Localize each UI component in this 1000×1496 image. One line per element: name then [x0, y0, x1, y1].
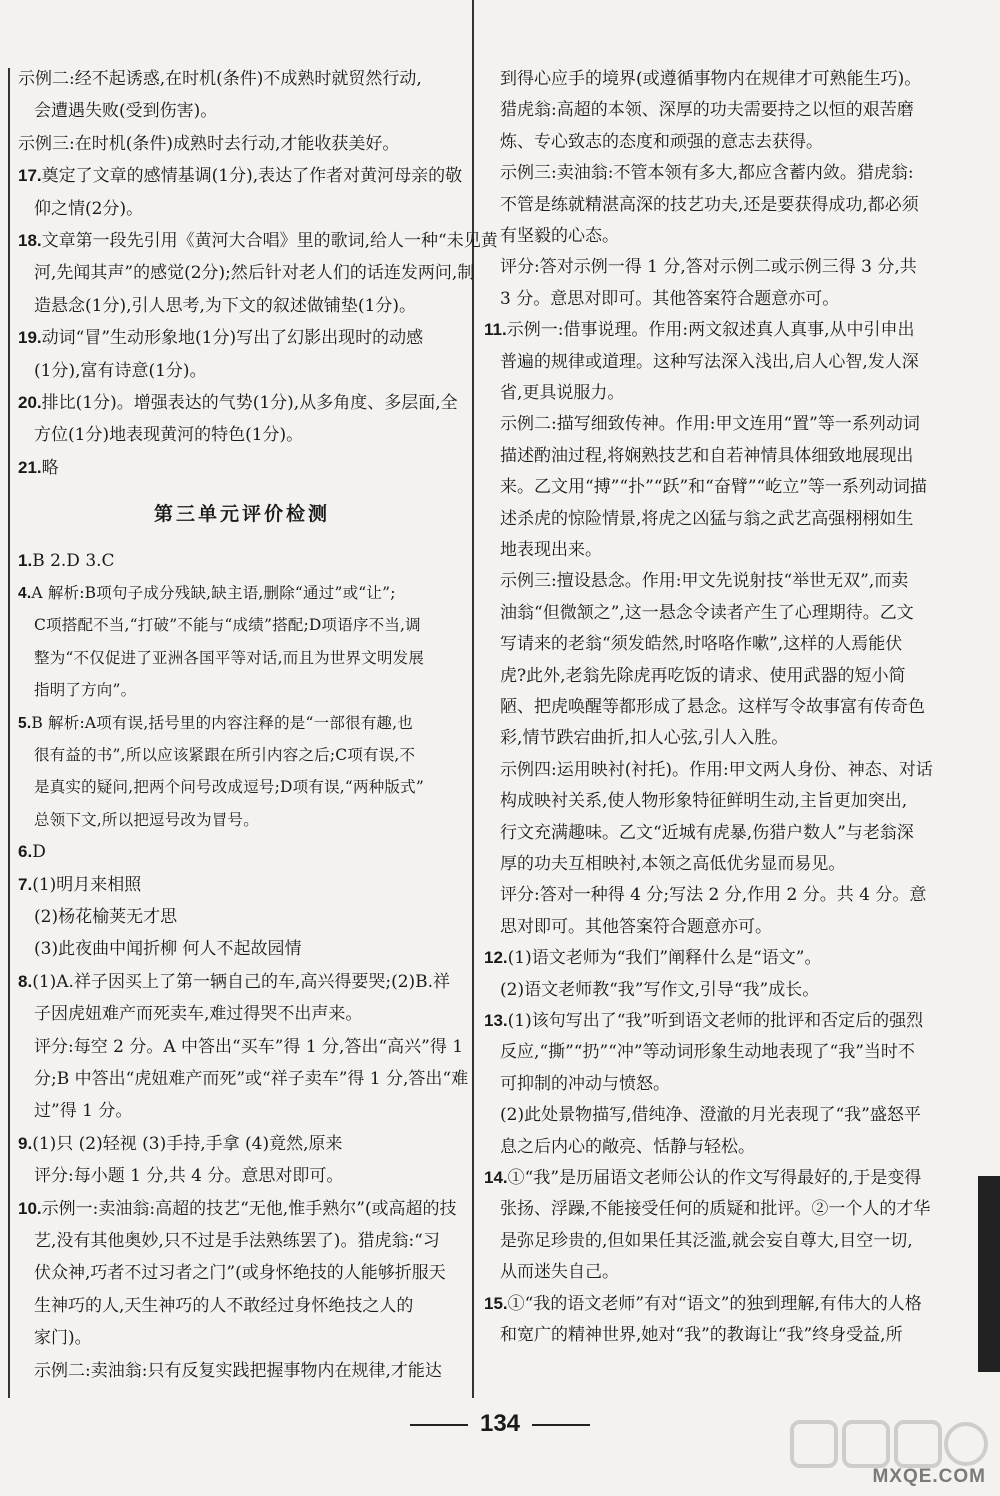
answer-item [18, 392, 458, 414]
answer-text: 示例二:描写细致传神。作用:甲文连用“置”等一系列动词 [500, 414, 920, 435]
answer-line [500, 508, 913, 530]
answer-item [18, 874, 141, 896]
answer-text: 示例二:经不起诱惑,在时机(条件)不成熟时就贸然行动, [18, 69, 422, 89]
answer-line [500, 413, 920, 435]
answer-line [34, 809, 259, 831]
answer-text: 张扬、浮躁,不能接受任何的质疑和批评。②一个人的才华 [500, 1199, 931, 1220]
question-number: 5. [18, 714, 32, 732]
answer-text: 指明了方向”。 [34, 681, 137, 700]
answer-line [34, 295, 416, 317]
answer-item [18, 550, 115, 572]
question-number: 8. [18, 971, 33, 991]
answer-text: 子因虎妞难产而死卖车,难过得哭不出声来。 [34, 1004, 363, 1025]
answer-text: 是真实的疑问,把两个问号改成逗号;D项有误,“两种版式” [34, 778, 424, 797]
answer-line [500, 727, 788, 749]
question-number: 20. [18, 393, 42, 412]
answer-line [500, 1041, 915, 1063]
answer-text: 和宽广的精神世界,她对“我”的教诲让“我”终身受益,所 [500, 1325, 903, 1345]
question-number: 6. [18, 842, 33, 862]
answer-text: 来。乙文用“搏”“扑”“跃”和“奋臂”“屹立”等一系列动词描 [500, 477, 927, 498]
answer-text: 示例一:借事说理。作用:两文叙述真人真事,从中引申出 [506, 320, 915, 341]
answer-line [500, 382, 624, 404]
answer-line [500, 570, 908, 592]
answer-line [500, 1104, 921, 1126]
answer-text: 方位(1分)地表现黄河的特色(1分)。 [34, 425, 304, 446]
answer-text: 示例二:卖油翁:只有反复实践把握事物内在规律,才能达 [34, 1360, 442, 1381]
answer-line [34, 1327, 92, 1349]
answer-line [34, 1100, 132, 1122]
question-number: 11. [484, 320, 507, 340]
answer-item [18, 582, 396, 604]
answer-text: (1)明月来相照 [32, 874, 142, 895]
answer-text: D [32, 842, 46, 863]
answer-text: 地表现出来。 [500, 540, 602, 560]
answer-text: 构成映衬关系,使人物形象特征鲜明生动,主旨更加突出, [500, 791, 908, 812]
answer-line [500, 162, 914, 184]
question-number: 10. [18, 1198, 42, 1218]
answer-line [500, 1136, 755, 1158]
answer-line [34, 776, 424, 798]
left-margin-rule [8, 68, 10, 1398]
answer-text: 炼、专心致志的态度和顽强的意志去获得。 [500, 131, 823, 152]
answer-text: 猎虎翁:高超的本领、深厚的功夫需要持之以恒的艰苦磨 [500, 100, 914, 121]
answer-text: 生神巧的人,天生神巧的人不敢经过身怀绝技之人的 [34, 1295, 414, 1316]
answer-line [500, 916, 772, 938]
answer-text: ①“我”是历届语文老师公认的作文写得最好的,于是变得 [507, 1168, 922, 1188]
answer-line [500, 131, 823, 153]
answer-text: C项搭配不当,“打破”不能与“成绩”搭配;D项语序不当,调 [34, 616, 421, 635]
answer-text: (1)语文老师为“我们”阐释什么是“语文”。 [507, 948, 822, 969]
answer-text: 略 [41, 457, 59, 478]
answer-text: 描述酌油过程,将娴熟技艺和自若神情具体细致地展现出 [500, 445, 914, 466]
answer-item [484, 947, 821, 969]
answer-item [18, 841, 46, 863]
answer-line [34, 744, 415, 766]
answer-line [34, 1295, 413, 1317]
answer-text: B 2.D 3.C [32, 550, 115, 571]
question-number: 17. [18, 166, 42, 186]
answer-text: 过”得 1 分。 [34, 1101, 133, 1122]
answer-line [500, 476, 927, 498]
question-number: 18. [18, 231, 42, 250]
answer-item [484, 1293, 922, 1315]
answer-line [34, 1165, 343, 1187]
answer-text: (2)杨花榆荚无才思 [34, 907, 178, 927]
answer-item [484, 319, 915, 341]
answer-text: (1)只 (2)轻视 (3)手持,手拿 (4)竟然,原来 [32, 1133, 343, 1154]
answer-text: 到得心应手的境界(或遵循事物内在规律才可熟能生巧)。 [500, 69, 922, 89]
answer-text: 评分:答对示例一得 1 分,答对示例二或示例三得 3 分,共 [500, 257, 917, 278]
side-thumb-tab [978, 1176, 1000, 1372]
answer-text: 可抑制的冲动与愤怒。 [500, 1073, 670, 1094]
answer-line [500, 696, 925, 718]
answer-text: 动词“冒”生动形象地(1分)写出了幻影出现时的动感 [41, 328, 424, 349]
answer-text: 评分:答对一种得 4 分;写法 2 分,作用 2 分。共 4 分。意 [500, 885, 927, 906]
page-number-dash-right [532, 1424, 590, 1426]
answer-line [500, 633, 902, 655]
answer-line [18, 68, 422, 90]
answer-line [34, 360, 207, 382]
answer-text: 家门)。 [34, 1328, 92, 1349]
answer-text: 彩,情节跌宕曲折,扣人心弦,引人入胜。 [500, 728, 789, 749]
answer-text: A 解析:B项句子成分残缺,缺主语,删除“通过”或“让”; [31, 584, 396, 602]
answer-line [500, 1324, 903, 1346]
answer-line [500, 288, 839, 310]
question-number: 12. [484, 948, 508, 968]
answer-line [34, 198, 143, 220]
answer-text: 艺,没有其他奥妙,只不过是手法熟练罢了)。猎虎翁:“习 [34, 1231, 440, 1251]
answer-line [500, 884, 926, 906]
answer-text: 奠定了文章的感情基调(1分),表达了作者对黄河母亲的敬 [41, 166, 463, 187]
answer-line [34, 1036, 463, 1058]
answer-line [500, 351, 919, 373]
question-number: 19. [18, 328, 42, 348]
answer-line [500, 1073, 670, 1095]
answer-line [500, 445, 913, 467]
answer-text: 伏众神,巧者不过习者之门”(或身怀绝技的人能够折服天 [34, 1263, 446, 1284]
answer-item [18, 712, 413, 734]
answer-line [34, 424, 303, 446]
answer-text: 厚的功夫互相映衬,本领之高低优劣显而易见。 [500, 854, 846, 874]
answer-text: 述杀虎的惊险情景,将虎之凶猛与翁之武艺高强栩栩如生 [500, 508, 914, 529]
answer-line [34, 1230, 440, 1252]
answer-line [500, 1198, 930, 1220]
answer-text: 行文充满趣味。乙文“近城有虎暴,伤猎户数人”与老翁深 [500, 822, 914, 843]
answer-line [34, 1360, 442, 1382]
answer-line [500, 790, 907, 812]
answer-text: 不管是练就精湛高深的技艺功夫,还是要获得成功,都必须 [500, 194, 919, 215]
answer-text: 仰之情(2分)。 [34, 198, 144, 219]
answer-line [500, 194, 919, 216]
answer-item [18, 165, 462, 187]
question-number: 4. [18, 585, 32, 602]
answer-text: 整为“不仅促进了亚洲各国平等对话,而且为世界文明发展 [34, 648, 425, 667]
answer-item [484, 1010, 923, 1032]
answer-text: 评分:每空 2 分。A 中答出“买车”得 1 分,答出“高兴”得 1 [34, 1036, 464, 1057]
answer-text: 有坚毅的心态。 [500, 226, 619, 246]
question-number: 21. [18, 457, 42, 477]
answer-item [18, 1133, 343, 1155]
answer-line [34, 906, 177, 928]
question-number: 15. [484, 1293, 508, 1313]
answer-text: B 解析:A项有误,括号里的内容注释的是“一部很有趣,也 [31, 713, 413, 732]
answer-text: 油翁“但微颔之”,这一悬念令读者产生了心理期待。乙文 [500, 602, 914, 623]
answer-line [34, 1003, 362, 1025]
question-number: 9. [18, 1133, 33, 1153]
answer-text: 陋、把虎唤醒等都形成了悬念。这样写令故事富有传奇色 [500, 697, 925, 717]
answer-text: 会遭遇失败(受到伤害)。 [34, 101, 218, 122]
column-divider [472, 0, 474, 1398]
answer-text: 总领下文,所以把逗号改为冒号。 [34, 810, 259, 829]
answer-line [500, 1261, 619, 1283]
section-title: 第三单元评价检测 [153, 503, 330, 526]
answer-text: 写请来的老翁“须发皓然,时咯咯作嗽”,这样的人焉能伏 [500, 634, 903, 655]
answer-line [34, 614, 421, 636]
page-number-dash-left [410, 1424, 468, 1426]
answer-line [500, 539, 602, 561]
answer-text: 很有益的书”,所以应该紧跟在所引内容之后;C项有误,不 [34, 746, 416, 764]
question-number: 13. [484, 1011, 508, 1030]
answer-line [500, 759, 933, 781]
question-number: 1. [18, 550, 33, 570]
answer-item [18, 1198, 457, 1220]
answer-text: (1分),富有诗意(1分)。 [34, 360, 207, 381]
answer-item [18, 971, 450, 993]
answer-text: 息之后内心的敞亮、恬静与轻松。 [500, 1136, 755, 1157]
answer-text: (1)该句写出了“我”听到语文老师的批评和否定后的强烈 [507, 1011, 924, 1031]
answer-item [18, 457, 59, 479]
answer-text: 示例四:运用映衬(衬托)。作用:甲文两人身份、神态、对话 [500, 759, 933, 780]
answer-line [500, 256, 917, 278]
answer-text: 评分:每小题 1 分,共 4 分。意思对即可。 [34, 1166, 344, 1187]
answer-text: 省,更具说服力。 [500, 383, 625, 403]
answer-text: 示例一:卖油翁:高超的技艺“无他,惟手熟尔”(或高超的技 [41, 1198, 457, 1219]
answer-text: 是弥足珍贵的,但如果任其泛滥,就会妄自尊大,目空一切, [500, 1230, 913, 1251]
answer-line [500, 1230, 913, 1252]
answer-text: 示例三:擅设悬念。作用:甲文先说射技“举世无双”,而卖 [500, 571, 909, 592]
question-number: 7. [18, 874, 33, 894]
watermark-url: MXQE.COM [872, 1466, 986, 1487]
page-number: 134 [479, 1410, 521, 1437]
answer-text: 示例三:在时机(条件)成熟时去行动,才能收获美好。 [18, 133, 400, 154]
answer-line [34, 1262, 446, 1284]
answer-line [34, 262, 474, 284]
answer-line [34, 100, 217, 122]
answer-text: 河,先闻其声”的感觉(2分);然后针对老人们的话连发两问,制 [34, 263, 475, 284]
answer-text: ①“我的语文老师”有对“语文”的独到理解,有伟大的人格 [507, 1293, 922, 1314]
answer-item [484, 1167, 921, 1189]
answer-text: 反应,“撕”“扔”“冲”等动词形象生动地表现了“我”当时不 [500, 1042, 915, 1063]
answer-line [34, 679, 136, 701]
answer-line [34, 938, 301, 960]
answer-text: 普遍的规律或道理。这种写法深入浅出,启人心智,发人深 [500, 351, 919, 372]
answer-text: (2)语文老师教“我”写作文,引导“我”成长。 [500, 979, 820, 1000]
answer-text: 思对即可。其他答案符合题意亦可。 [500, 916, 772, 937]
answer-line [500, 68, 921, 90]
answer-line [500, 853, 845, 875]
answer-line [34, 647, 424, 669]
answer-line [500, 979, 819, 1001]
answer-line [500, 602, 914, 624]
question-number: 14. [484, 1168, 508, 1187]
answer-text: 文章第一段先引用《黄河大合唱》里的歌词,给人一种“未见黄 [41, 231, 498, 251]
answer-line [18, 133, 399, 155]
answer-text: (3)此夜曲中闻折柳 何人不起故园情 [34, 939, 302, 960]
answer-text: (2)此处景物描写,借纯净、澄澈的月光表现了“我”盛怒平 [500, 1105, 921, 1126]
answer-text: 示例三:卖油翁:不管本领有多大,都应含蓄内敛。猎虎翁: [500, 163, 914, 184]
answer-line [500, 822, 914, 844]
answer-text: 分;B 中答出“虎妞难产而死”或“祥子卖车”得 1 分,答出“难 [34, 1069, 469, 1089]
answer-line [500, 99, 914, 121]
answer-text: 3 分。意思对即可。其他答案符合题意亦可。 [500, 288, 840, 309]
answer-item [18, 327, 423, 349]
answer-line [34, 1068, 468, 1090]
answer-line [500, 665, 906, 687]
answer-text: 造悬念(1分),引人思考,为下文的叙述做铺垫(1分)。 [34, 295, 416, 316]
answer-text: 虎?此外,老翁先除虎再吃饭的请求、使用武器的短小简 [500, 665, 906, 686]
answer-text: (1)A.祥子因买上了第一辆自己的车,高兴得要哭;(2)B.祥 [32, 971, 451, 992]
answer-text: 从而迷失自己。 [500, 1262, 619, 1283]
answer-text: 排比(1分)。增强表达的气势(1分),从多角度、多层面,全 [41, 393, 458, 413]
answer-item [18, 230, 498, 252]
answer-line [500, 225, 619, 247]
